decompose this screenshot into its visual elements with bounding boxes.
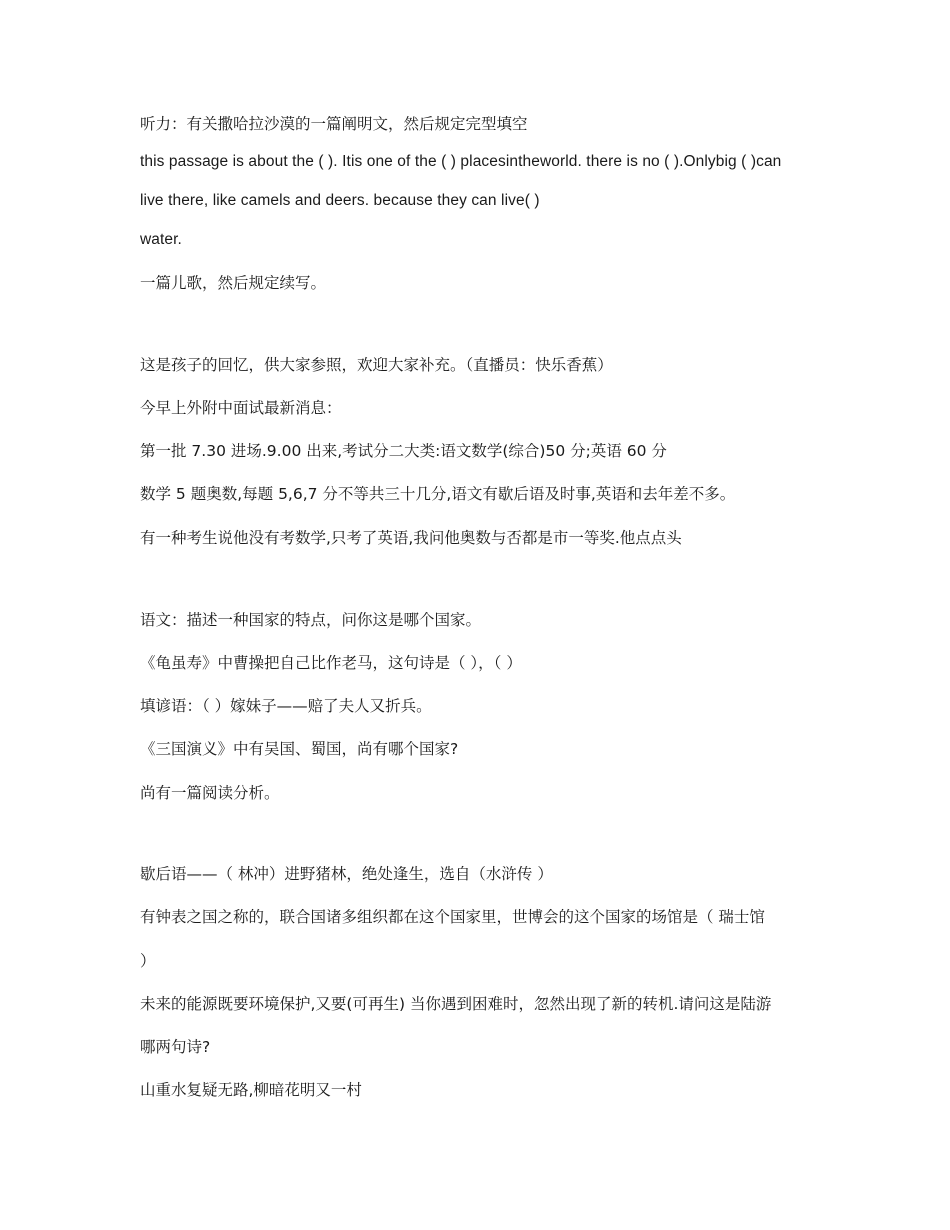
cloze-line-2: live there, like camels and deers. because they can live( ) <box>140 192 540 209</box>
three-kingdoms-question: 《三国演义》中有吴国、蜀国，尚有哪个国家? <box>140 740 459 758</box>
reading-line: 尚有一篇阅读分析。 <box>140 784 280 802</box>
schedule-line: 第一批 7.30 进场.9.00 出来,考试分二大类:语文数学(综合)50 分;英语 60 分 <box>140 442 667 460</box>
energy-line: 未来的能源既要环境保护,又要(可再生) 当你遇到困难时，忽然出现了新的转机.请问这是陆游 <box>140 995 772 1013</box>
energy-line-cont: 哪两句诗? <box>140 1038 211 1056</box>
news-heading: 今早上外附中面试最新消息： <box>140 399 342 417</box>
cloze-line-3: water. <box>140 231 182 248</box>
candidate-line: 有一种考生说他没有考数学,只考了英语,我问他奥数与否都是市一等奖.他点点头 <box>140 529 682 547</box>
watch-country-line: 有钟表之国之称的，联合国诸多组织都在这个国家里，世博会的这个国家的场馆是（ 瑞士馆 <box>140 908 765 926</box>
listening-heading: 听力：有关撒哈拉沙漠的一篇阐明文，然后规定完型填空 <box>140 115 528 133</box>
xiehouyu-line: 歇后语——（ 林冲）进野猪林，绝处逢生，选自（水浒传 ） <box>140 865 553 883</box>
proverb-question: 填谚语：（ ）嫁妹子——赔了夫人又折兵。 <box>140 697 432 715</box>
recollection-intro: 这是孩子的回忆，供大家参照，欢迎大家补充。（直播员：快乐香蕉） <box>140 356 613 374</box>
poem-question: 《龟虽寿》中曹操把自己比作老马，这句诗是（ ），（ ） <box>140 654 522 672</box>
watch-country-line-cont: ） <box>140 952 156 970</box>
poem-answer-line: 山重水复疑无路,柳暗花明又一村 <box>140 1081 362 1099</box>
cloze-line-1: this passage is about the ( ). Itis one of the ( ) placesintheworld. there is no ( ).Onlybig ( )can <box>140 153 782 170</box>
nursery-rhyme-line: 一篇儿歌，然后规定续写。 <box>140 274 327 292</box>
math-line: 数学 5 题奥数,每题 5,6,7 分不等共三十几分,语文有歇后语及时事,英语和去年差不多。 <box>140 485 736 503</box>
chinese-heading: 语文：描述一种国家的特点，问你这是哪个国家。 <box>140 611 482 629</box>
